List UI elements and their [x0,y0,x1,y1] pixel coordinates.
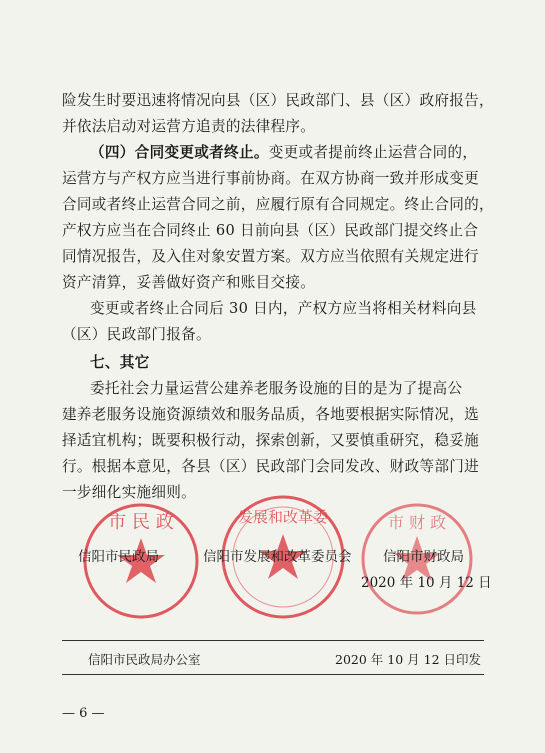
signature-finance: 信阳市财政局 [383,549,464,565]
body-line-1: 险发生时要迅速将情况向县（区）民政部门、县（区）政府报告， [62,92,494,109]
body-line-10: （区）民政部门报备。 [62,326,211,343]
page-number: — 6 — [62,706,105,721]
body-line-7: 同情况报告，及入住对象安置方案。双方应当依照有关规定进行 [62,248,480,265]
footer-office: 信阳市民政局办公室 [88,652,201,667]
footer-bottom-rule [62,674,484,675]
subsection-heading: （四）合同变更或者终止。 [90,144,269,161]
body-line-6: 产权方应当在合同终止 60 日前向县（区）民政部门提交终止合 [62,222,479,239]
footer-print-date: 2020 年 10 月 12 日印发 [335,652,481,667]
footer-top-rule [62,640,484,641]
signature-civil-affairs: 信阳市民政局 [78,549,159,565]
svg-text:市 财 政: 市 财 政 [387,513,447,532]
svg-text:市 民 政: 市 民 政 [108,512,174,533]
body-line-2: 并依法启动对运营方追责的法律程序。 [62,118,316,135]
body-line-16: 一步细化实施细则。 [62,484,197,501]
body-line-12: 委托社会力量运营公建养老服务设施的目的是为了提高公 [90,380,463,397]
body-line-13: 建养老服务设施资源绩效和服务品质，各地要根据实际情况，选 [62,406,480,423]
body-line-5: 合同或者终止运营合同之前，应履行原有合同规定。终止合同的， [62,196,494,213]
signature-development-reform: 信阳市发展和改革委员会 [203,549,352,565]
body-line-4: 运营方与产权方应当进行事前协商。在双方协商一致并形成变更 [62,170,480,187]
body-line-14: 择适宜机构；既要积极行动，探索创新，又要慎重研究，稳妥施 [62,432,480,449]
subsection-lead-text: 变更或者提前终止运营合同的， [268,144,478,161]
svg-text:发展和改革委: 发展和改革委 [237,508,329,526]
body-line-3 [90,144,530,162]
body-line-15: 行。根据本意见，各县（区）民政部门会同发改、财政等部门进 [62,458,480,475]
section-heading: 七、其它 [90,354,150,371]
body-line-8: 资产清算，妥善做好资产和账目交接。 [62,274,316,291]
body-line-9: 变更或者终止合同后 30 日内，产权方应当将相关材料向县 [90,300,477,317]
signature-date: 2020 年 10 月 12 日 [361,575,492,591]
